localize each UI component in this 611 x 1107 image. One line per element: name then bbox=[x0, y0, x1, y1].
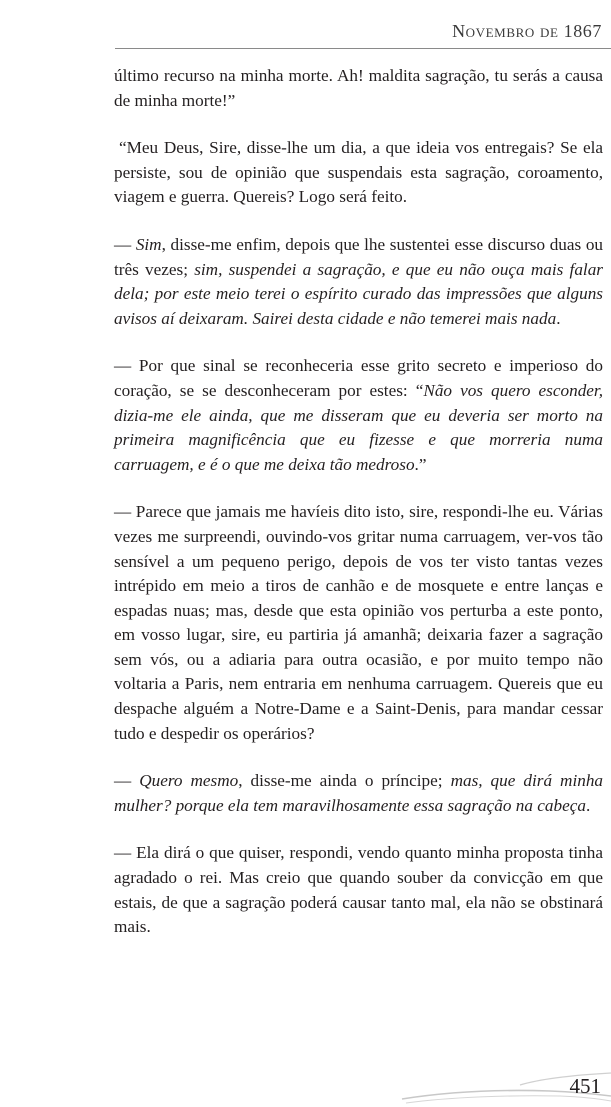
text-run: — Por que sinal se reconheceria esse grito secreto e imperioso do coração, se se desconheceram por estes: “ bbox=[114, 356, 603, 400]
italic-text: Não vos quero esconder, dizia-me ele ainda, que me disseram que eu deveria ser morto na primeira magnificência que eu fizesse e que morreria numa carruagem, e é o que me deixa tão medroso bbox=[114, 380, 603, 474]
paragraph-gap bbox=[114, 477, 603, 500]
paragraph-gap bbox=[114, 210, 603, 233]
page-number: 451 bbox=[569, 1074, 601, 1098]
text-run: . bbox=[585, 795, 591, 815]
text-run: , disse-me ainda o príncipe; bbox=[238, 771, 451, 791]
text-run: — bbox=[114, 234, 136, 254]
text-run: “Meu Deus, Sire, disse-lhe um dia, a que ideia vos entregais? Se ela persiste, sou de opinião que suspendais esta sagração, coroamento, viagem e guerra. Quereis? Logo será feito. bbox=[114, 138, 603, 207]
italic-text: sim, suspendei a sagração, e que eu não ouça mais falar dela; por este meio terei o espírito curado das impressões que alguns avisos aí deixaram. Sairei desta cidade e não temerei mais nada bbox=[114, 259, 603, 328]
paragraph-p3 bbox=[114, 233, 603, 331]
paragraph-p7 bbox=[114, 841, 603, 939]
text-run: , disse-me enfim, depois que lhe sustentei esse discurso duas ou três vezes; bbox=[114, 234, 604, 279]
text-run: último recurso na minha morte. Ah! maldita sagração, tu serás a causa de minha morte!” bbox=[114, 66, 603, 110]
italic-text: Quero mesmo bbox=[139, 771, 239, 791]
text-run: — Ela dirá o que quiser, respondi, vendo quanto minha proposta tinha agradado o rei. Mas creio que quando souber da convicção em que estais, de que a sagração poderá causar tanto mal, ela não se obstinará mais. bbox=[114, 843, 603, 937]
text-run: .” bbox=[414, 454, 427, 474]
paragraph-gap bbox=[114, 746, 603, 769]
text-run: — bbox=[114, 771, 140, 791]
page-body bbox=[114, 64, 603, 940]
paragraph-p6 bbox=[114, 769, 603, 818]
header-rule bbox=[115, 48, 611, 49]
italic-text: Sim bbox=[135, 234, 162, 254]
paragraph-p4 bbox=[114, 354, 603, 477]
paragraph-gap bbox=[114, 113, 603, 136]
text-run: — Parece que jamais me havíeis dito isto, sire, respondi-lhe eu. Várias vezes me surpreendi, ouvindo-vos gritar numa carruagem, ver-vos tão sensível a um pequeno perigo, depois de vos ter visto tantas vezes intrépido em meio a tiros de canhão e de mosquete e entre lanças e espadas nuas; mas, desde que esta opinião vos perturba a este ponto, em vosso lugar, sire, eu partiria já amanhã; deixaria fazer a sagração sem vós, ou a adiaria para outra ocasião, e por muito tempo não voltaria a Paris, nem entraria em nenhuma carruagem. Quereis que eu despache alguém a Notre-Dame e a Saint-Denis, para mandar cessar tudo e despedir os operários? bbox=[114, 502, 603, 743]
paragraph-gap bbox=[114, 818, 603, 841]
italic-text: mas, que dirá minha mulher? porque ela tem maravilhosamente essa sagração na cabeça bbox=[114, 771, 604, 815]
text-run: . bbox=[556, 308, 561, 328]
paragraph-p1 bbox=[114, 64, 603, 113]
page-folio bbox=[400, 1063, 611, 1107]
running-header: Novembro de 1867 bbox=[452, 21, 602, 41]
paragraph-p5 bbox=[114, 500, 603, 746]
paragraph-gap bbox=[114, 331, 603, 354]
paragraph-p2 bbox=[114, 136, 603, 210]
